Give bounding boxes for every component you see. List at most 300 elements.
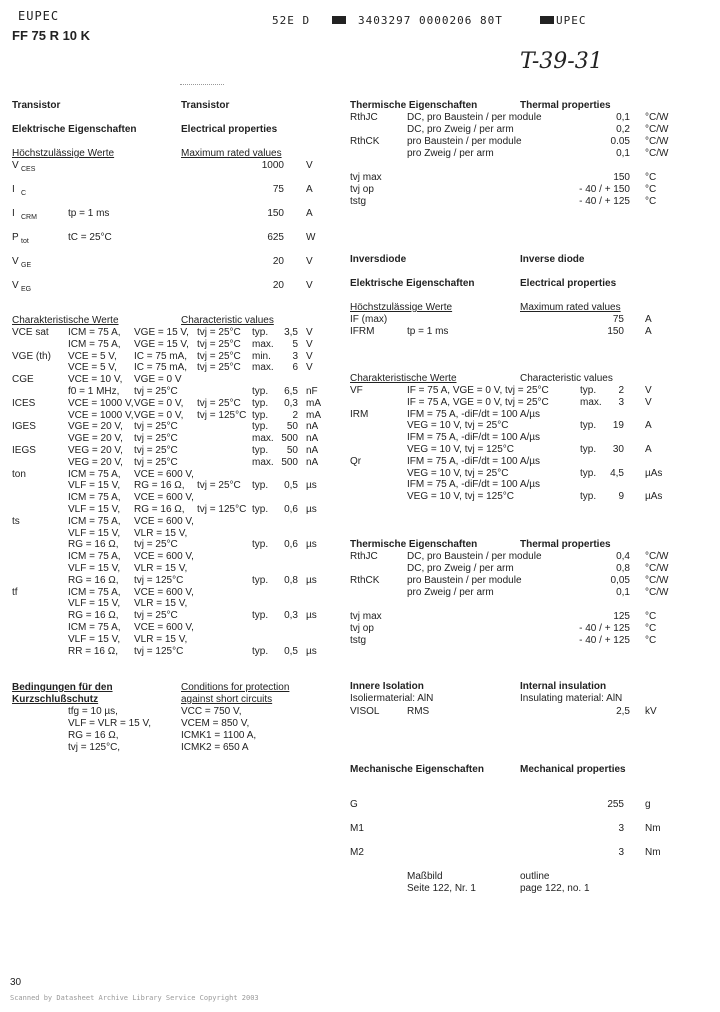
symbol: tvj op (350, 623, 374, 634)
unit: Nm (645, 823, 661, 834)
unit: nA (306, 445, 319, 456)
characteristic-value: 0,5 (284, 645, 298, 657)
condition-2: VGE = 0 V, (134, 397, 184, 409)
description: DC, pro Zweig / per arm (407, 124, 514, 135)
unit: µs (306, 645, 317, 657)
isolation-value: 2,5 (616, 706, 630, 717)
dotted-rule (180, 84, 224, 85)
rated-value: 150 (607, 326, 624, 337)
symbol: CGE (12, 374, 34, 386)
condition-2: RG = 16 Ω, (134, 480, 185, 492)
condition-2: RG = 16 Ω, (134, 504, 185, 515)
condition-1: RR = 16 Ω, (68, 645, 118, 657)
thermal-value: 0,1 (616, 148, 630, 159)
characteristic-value: 500 (281, 456, 298, 468)
condition-2: tvj = 125°C (134, 645, 184, 657)
symbol-subscript: tot (21, 238, 29, 245)
condition-3: tvj = 25°C (197, 338, 241, 350)
condition-1: VCE = 10 V, (68, 374, 123, 386)
description: pro Baustein / per module (407, 136, 522, 147)
unit: µs (306, 539, 317, 551)
rated-value: 150 (267, 208, 284, 219)
value-type: typ. (252, 445, 269, 456)
rated-value: 625 (267, 232, 284, 243)
condition-1: VCE = 5 V, (68, 350, 117, 362)
max-ratings-heading-en: Maximum rated values (181, 148, 282, 159)
unit: V (306, 160, 313, 171)
outline-page-en: page 122, no. 1 (520, 883, 590, 894)
characteristic-heading-en: Characteristic values (181, 315, 274, 326)
short-circuit-heading-de-2: Kurzschlußschutz (12, 694, 99, 705)
header-block-mark (332, 16, 346, 24)
mechanical-heading-de: Mechanische Eigenschaften (350, 764, 484, 775)
unit: nA (306, 421, 319, 433)
value-type: typ. (252, 539, 269, 551)
condition-1: VEG = 20 V, (68, 456, 123, 468)
condition: VEG = 10 V, tvj = 125°C (407, 444, 515, 455)
value-type: max. (252, 433, 274, 445)
condition-2: tvj = 25°C (134, 445, 178, 456)
symbol: M1 (350, 823, 364, 834)
condition-1: VCE = 5 V, (68, 362, 117, 374)
value-type: typ. (252, 397, 269, 409)
isolation-symbol: VISOL (350, 706, 380, 717)
unit: nA (306, 456, 319, 468)
short-circuit-heading-en-2: against short circuits (181, 694, 273, 705)
condition-2: tvj = 125°C (134, 574, 184, 586)
thermal-value: - 40 / + 125 (579, 623, 630, 634)
condition-2: VLR = 15 V, (134, 598, 188, 610)
condition-2: tvj = 25°C (134, 456, 178, 468)
characteristic-value: 6 (292, 362, 298, 374)
isolation-unit: kV (645, 706, 657, 717)
electrical-heading-en: Electrical properties (181, 124, 278, 135)
characteristic-value: 3 (618, 396, 624, 408)
characteristic-value: 9 (618, 491, 624, 503)
condition-2: tvj = 25°C (134, 610, 178, 622)
mechanical-value: 3 (618, 823, 624, 834)
diode-electrical-heading-de: Elektrische Eigenschaften (350, 278, 475, 289)
unit: °C (645, 196, 657, 207)
header-code-b: 3403297 0000206 80T (358, 14, 503, 27)
condition-2: tvj = 25°C (134, 539, 178, 551)
condition-3: tvj = 125°C (197, 409, 247, 421)
condition: IF = 75 A, VGE = 0 V, tvj = 25°C (407, 396, 549, 408)
condition: VEG = 10 V, tvj = 25°C (407, 467, 509, 479)
unit: V (306, 256, 313, 267)
symbol: VGE (th) (12, 350, 51, 362)
condition-2: VGE = 15 V, (134, 338, 189, 350)
symbol-subscript: EG (21, 286, 32, 293)
characteristic-value: 30 (612, 444, 624, 455)
unit: °C/W (645, 551, 669, 562)
short-circuit-heading-en-1: Conditions for protection (181, 682, 290, 693)
brand-name: EUPEC (18, 9, 60, 23)
outline-label-de: Maßbild (407, 871, 443, 882)
unit: nA (306, 433, 319, 445)
symbol: VCE sat (12, 327, 49, 338)
value-type: typ. (252, 574, 269, 586)
condition-2: VCE = 600 V, (134, 551, 194, 563)
mechanical-value: 3 (618, 847, 624, 858)
symbol: IF (max) (350, 314, 388, 325)
characteristic-value: 50 (286, 445, 298, 456)
unit: °C (645, 623, 657, 634)
condition-1: ICM = 75 A, (68, 551, 121, 563)
thermal-value: 0.05 (610, 136, 630, 147)
isolation-material-de: Isoliermaterial: AlN (350, 693, 434, 704)
unit: °C/W (645, 124, 669, 135)
rated-value: 75 (272, 184, 284, 195)
symbol-subscript: CES (21, 166, 36, 173)
symbol: ton (12, 468, 26, 480)
inverse-diode-heading-de: Inversdiode (350, 254, 407, 265)
unit: °C/W (645, 112, 669, 123)
condition-2: VGE = 0 V (134, 374, 182, 386)
condition-1: ICM = 75 A, (68, 492, 121, 504)
condition-1: VLF = 15 V, (68, 563, 121, 574)
symbol: G (350, 799, 358, 810)
condition-1: RG = 16 Ω, (68, 610, 119, 622)
condition-1: VCE = 1000 V, (68, 409, 134, 421)
characteristic-value: 5 (292, 338, 298, 350)
symbol: VF (350, 385, 363, 396)
symbol: IRM (350, 408, 369, 420)
unit: °C/W (645, 148, 669, 159)
thermal-value: 0,2 (616, 124, 630, 135)
unit: °C (645, 172, 657, 183)
thermal-value: 125 (613, 611, 630, 622)
thermal-heading-en: Thermal properties (520, 100, 611, 111)
condition: IFM = 75 A, -diF/dt = 100 A/µs (407, 479, 541, 491)
characteristic-value: 4,5 (610, 467, 624, 479)
symbol: tvj op (350, 184, 374, 195)
condition-1: VLF = 15 V, (68, 527, 121, 539)
unit: mA (306, 397, 321, 409)
sc-condition: RG = 16 Ω, (68, 730, 119, 741)
condition-2: tvj = 25°C (134, 433, 178, 445)
condition-1: ICM = 75 A, (68, 515, 121, 527)
condition: IF = 75 A, VGE = 0 V, tvj = 25°C (407, 385, 549, 396)
isolation-material-en: Insulating material: AlN (520, 693, 623, 704)
rated-value: 20 (272, 280, 284, 291)
condition-1: RG = 16 Ω, (68, 539, 119, 551)
condition-2: IC = 75 mA, (134, 362, 188, 374)
condition-1: VLF = 15 V, (68, 598, 121, 610)
characteristic-value: 0,8 (284, 574, 298, 586)
diode-max-heading-de: Höchstzulässige Werte (350, 302, 453, 313)
unit: A (645, 314, 652, 325)
page-number: 30 (10, 977, 22, 988)
condition: IFM = 75 A, -diF/dt = 100 A/µs (407, 432, 541, 444)
symbol: RthJC (350, 551, 378, 562)
value-type: typ. (252, 386, 269, 397)
characteristic-value: 0,3 (284, 610, 298, 622)
diode-electrical-heading-en: Electrical properties (520, 278, 617, 289)
unit: V (306, 362, 313, 374)
symbol: P (12, 232, 19, 243)
value-type: max. (252, 338, 274, 350)
scan-note: Scanned by Datasheet Archive Library Service Copyright 2003 (10, 994, 259, 1002)
rated-value: 1000 (261, 160, 284, 171)
symbol: V (12, 160, 19, 171)
symbol: tvj max (350, 611, 382, 622)
characteristic-heading-de: Charakteristische Werte (12, 315, 119, 326)
unit: °C/W (645, 136, 669, 147)
header-block-mark-2 (540, 16, 554, 24)
symbol: RthJC (350, 112, 378, 123)
sc-condition: tfg = 10 µs, (68, 706, 118, 717)
value-type: max. (252, 362, 274, 374)
characteristic-value: 0,3 (284, 397, 298, 409)
condition-3: tvj = 25°C (197, 362, 241, 374)
unit: V (306, 327, 313, 338)
part-number: FF 75 R 10 K (12, 28, 91, 43)
symbol-subscript: C (21, 190, 27, 197)
unit: µs (306, 504, 317, 515)
condition-2: VCE = 600 V, (134, 515, 194, 527)
condition-3: tvj = 25°C (197, 327, 241, 338)
unit: °C (645, 635, 657, 646)
value-type: typ. (580, 420, 597, 432)
unit: A (306, 208, 313, 219)
symbol: ts (12, 515, 20, 527)
condition: VEG = 10 V, tvj = 25°C (407, 420, 509, 432)
unit: °C/W (645, 563, 669, 574)
condition: IFM = 75 A, -diF/dt = 100 A/µs (407, 408, 541, 420)
unit: A (645, 444, 652, 455)
unit: V (645, 396, 652, 408)
unit: °C/W (645, 575, 669, 586)
unit: nF (306, 386, 318, 397)
unit: g (645, 799, 651, 810)
condition-1: VGE = 20 V, (68, 421, 123, 433)
max-ratings-heading-de: Höchstzulässige Werte (12, 148, 115, 159)
thermal-value: - 40 / + 150 (579, 184, 630, 195)
symbol-subscript: CRM (21, 214, 37, 221)
condition-1: ICM = 75 A, (68, 338, 121, 350)
description: DC, pro Zweig / per arm (407, 563, 514, 574)
value-type: typ. (252, 645, 269, 657)
symbol: Qr (350, 455, 362, 467)
symbol: RthCK (350, 136, 380, 147)
isolation-condition: RMS (407, 706, 430, 717)
characteristic-value: 2 (292, 409, 298, 421)
thermal-value: - 40 / + 125 (579, 196, 630, 207)
thermal-heading-de: Thermische Eigenschaften (350, 100, 478, 111)
diode-thermal-heading-de: Thermische Eigenschaften (350, 539, 478, 550)
symbol: ICES (12, 397, 36, 409)
unit: µAs (645, 491, 663, 503)
sc-condition: VLF = VLR = 15 V, (68, 718, 152, 729)
value-type: typ. (252, 327, 269, 338)
condition-1: VLF = 15 V, (68, 480, 121, 492)
symbol: I (12, 184, 15, 195)
unit: µs (306, 574, 317, 586)
description: pro Zweig / per arm (407, 587, 494, 598)
inverse-diode-heading-en: Inverse diode (520, 254, 585, 265)
transistor-heading-de: Transistor (12, 100, 61, 111)
condition-1: VEG = 20 V, (68, 445, 123, 456)
unit: °C (645, 611, 657, 622)
unit: A (645, 326, 652, 337)
condition: tp = 1 ms (407, 326, 449, 337)
characteristic-value: 19 (612, 420, 624, 432)
sc-value: ICMK1 = 1100 A, (181, 730, 257, 741)
symbol: I (12, 208, 15, 219)
short-circuit-heading-de-1: Bedingungen für den (12, 682, 113, 693)
sc-condition: tvj = 125°C, (68, 742, 121, 753)
condition-1: VLF = 15 V, (68, 633, 121, 645)
condition-2: VLR = 15 V, (134, 633, 188, 645)
value-type: typ. (252, 409, 269, 421)
value-type: max. (580, 396, 602, 408)
thermal-value: 0,8 (616, 563, 630, 574)
condition-3: tvj = 25°C (197, 480, 241, 492)
value-type: typ. (252, 421, 269, 433)
thermal-value: - 40 / + 125 (579, 635, 630, 646)
condition: tp = 1 ms (68, 208, 110, 219)
condition-2: VGE = 0 V, (134, 409, 184, 421)
condition-2: VCE = 600 V, (134, 492, 194, 504)
diode-thermal-heading-en: Thermal properties (520, 539, 611, 550)
unit: V (645, 385, 652, 396)
rated-value: 20 (272, 256, 284, 267)
characteristic-value: 3,5 (284, 327, 298, 338)
symbol: IGES (12, 421, 36, 433)
condition: tC = 25°C (68, 232, 112, 243)
condition: VEG = 10 V, tvj = 125°C (407, 491, 515, 503)
description: DC, pro Baustein / per module (407, 112, 542, 123)
mechanical-heading-en: Mechanical properties (520, 764, 626, 775)
condition-3: tvj = 125°C (197, 504, 247, 515)
condition-2: VCE = 600 V, (134, 622, 194, 633)
condition-3: tvj = 25°C (197, 397, 241, 409)
characteristic-value: 0,6 (284, 539, 298, 551)
condition-1: f0 = 1 MHz, (68, 386, 120, 397)
unit: A (645, 420, 652, 432)
unit: µs (306, 610, 317, 622)
unit: °C/W (645, 587, 669, 598)
unit: V (306, 338, 313, 350)
description: DC, pro Baustein / per module (407, 551, 542, 562)
condition-1: ICM = 75 A, (68, 622, 121, 633)
characteristic-value: 6,5 (284, 386, 298, 397)
rated-value: 75 (612, 314, 624, 325)
symbol: tf (12, 586, 18, 598)
sc-value: ICMK2 = 650 A (181, 742, 249, 753)
condition-2: VGE = 15 V, (134, 327, 189, 338)
characteristic-value: 500 (281, 433, 298, 445)
characteristic-value: 0,6 (284, 504, 298, 515)
thermal-value: 0,4 (616, 551, 630, 562)
symbol: IEGS (12, 445, 36, 456)
value-type: min. (252, 350, 271, 362)
unit: mA (306, 409, 321, 421)
characteristic-value: 0,5 (284, 480, 298, 492)
condition-2: tvj = 25°C (134, 421, 178, 433)
condition-1: VCE = 1000 V, (68, 397, 134, 409)
symbol: V (12, 280, 19, 291)
symbol-subscript: GE (21, 262, 32, 269)
thermal-value: 0,05 (610, 575, 630, 586)
value-type: typ. (580, 385, 597, 396)
header-code-a: 52E D (272, 14, 311, 27)
symbol: M2 (350, 847, 364, 858)
condition-1: VLF = 15 V, (68, 504, 121, 515)
condition: IFM = 75 A, -diF/dt = 100 A/µs (407, 455, 541, 467)
condition-1: ICM = 75 A, (68, 468, 121, 480)
sc-value: VCEM = 850 V, (181, 718, 250, 729)
value-type: typ. (580, 467, 597, 479)
isolation-heading-en: Internal insulation (520, 681, 607, 692)
description: pro Zweig / per arm (407, 148, 494, 159)
diode-characteristic-heading-de: Charakteristische Werte (350, 373, 457, 384)
transistor-heading-en: Transistor (181, 100, 230, 111)
symbol: IFRM (350, 326, 375, 337)
condition-2: tvj = 25°C (134, 386, 178, 397)
header-code-c: UPEC (556, 14, 587, 27)
condition-2: VLR = 15 V, (134, 563, 188, 574)
unit: W (306, 232, 316, 243)
value-type: typ. (252, 480, 269, 492)
sc-value: VCC = 750 V, (181, 706, 242, 717)
diode-max-heading-en: Maximum rated values (520, 302, 621, 313)
outline-label-en: outline (520, 871, 550, 882)
symbol: V (12, 256, 19, 267)
unit: °C (645, 184, 657, 195)
unit: µAs (645, 467, 663, 479)
unit: µs (306, 480, 317, 492)
symbol: tstg (350, 635, 367, 646)
unit: Nm (645, 847, 661, 858)
thermal-value: 0,1 (616, 587, 630, 598)
symbol: tvj max (350, 172, 382, 183)
value-type: typ. (580, 491, 597, 503)
electrical-heading-de: Elektrische Eigenschaften (12, 124, 137, 135)
value-type: typ. (252, 504, 269, 515)
mechanical-value: 255 (607, 799, 624, 810)
characteristic-value: 3 (292, 350, 298, 362)
condition-1: ICM = 75 A, (68, 327, 121, 338)
condition-2: VCE = 600 V, (134, 468, 194, 480)
condition-1: ICM = 75 A, (68, 586, 121, 598)
unit: V (306, 280, 313, 291)
value-type: typ. (252, 610, 269, 622)
thermal-value: 150 (613, 172, 630, 183)
isolation-heading-de: Innere Isolation (350, 681, 424, 692)
condition-1: RG = 16 Ω, (68, 574, 119, 586)
diode-characteristic-heading-en: Characteristic values (520, 373, 613, 384)
outline-page-de: Seite 122, Nr. 1 (407, 883, 476, 894)
condition-1: VGE = 20 V, (68, 433, 123, 445)
condition-3: tvj = 25°C (197, 350, 241, 362)
characteristic-value: 50 (286, 421, 298, 433)
condition-2: IC = 75 mA, (134, 350, 188, 362)
value-type: typ. (580, 444, 597, 455)
handwritten-note: T-39-31 (520, 49, 603, 74)
symbol: RthCK (350, 575, 380, 586)
characteristic-value: 2 (618, 385, 624, 396)
thermal-value: 0,1 (616, 112, 630, 123)
unit: A (306, 184, 313, 195)
description: pro Baustein / per module (407, 575, 522, 586)
symbol: tstg (350, 196, 367, 207)
value-type: max. (252, 456, 274, 468)
unit: V (306, 350, 313, 362)
condition-2: VCE = 600 V, (134, 586, 194, 598)
condition-2: VLR = 15 V, (134, 527, 188, 539)
